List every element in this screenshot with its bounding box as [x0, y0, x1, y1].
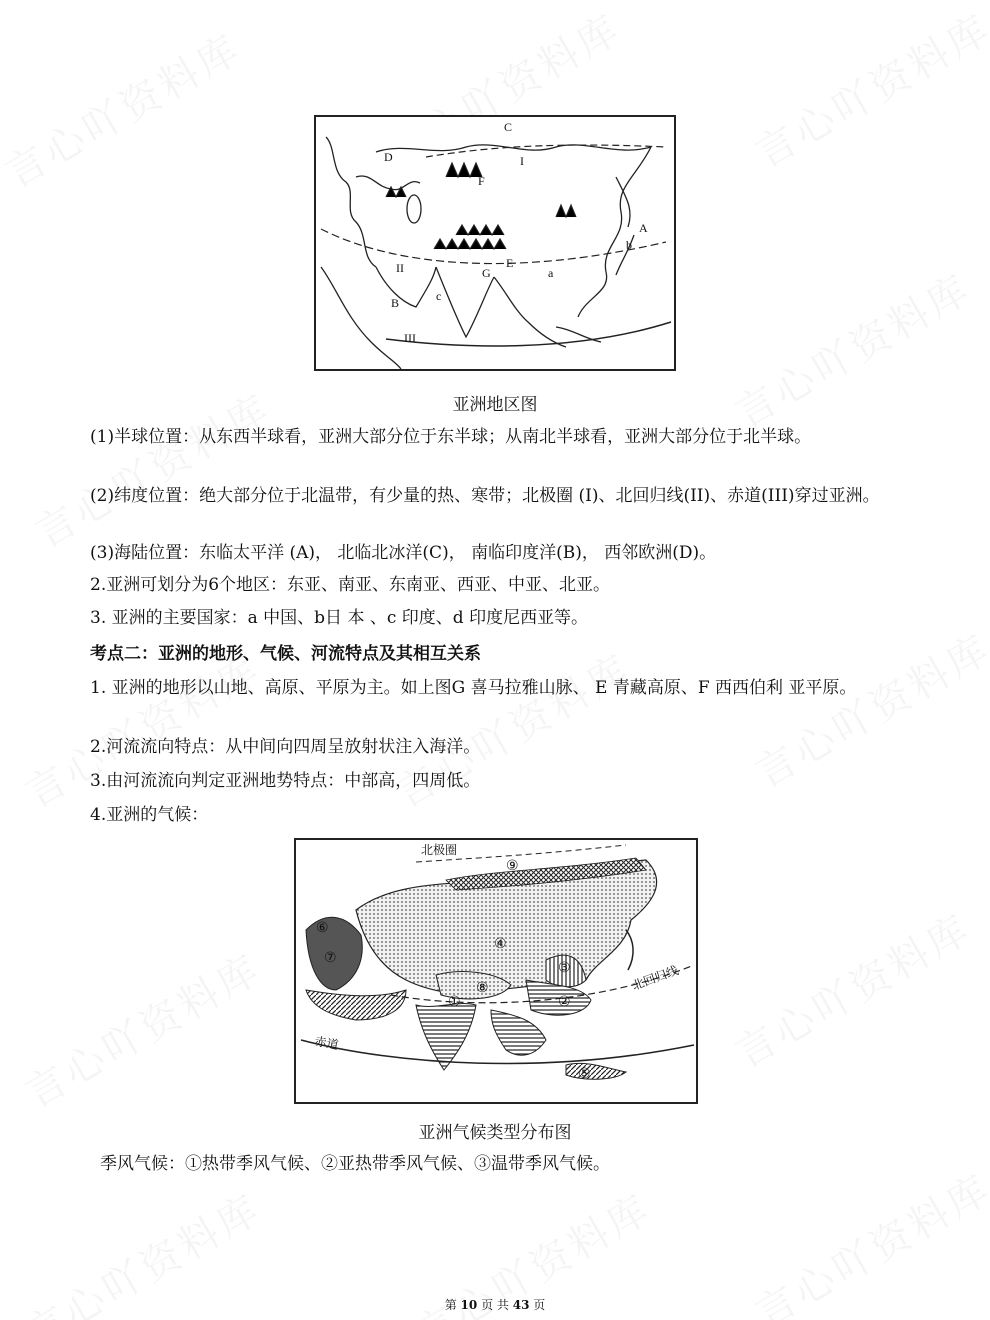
zone-7-label: ⑦	[324, 950, 337, 966]
zone-9-label: ⑨	[506, 858, 519, 874]
zone-6-label: ⑥	[316, 920, 329, 936]
footer-middle: 页 共	[481, 1298, 509, 1312]
map1-label-f: F	[478, 174, 485, 188]
paragraph-rivers: 2.河流流向特点：从中间向四周呈放射状注入海洋。	[90, 737, 481, 757]
map1-label-c-lower: c	[436, 289, 442, 303]
watermark-text	[0, 18, 251, 199]
paragraph-monsoon: 季风气候：①热带季风气候、②亚热带季风气候、③温带季风气候。	[100, 1154, 610, 1174]
paragraph-topography: 3.由河流流向判定亚洲地势特点：中部高，四周低。	[90, 771, 481, 791]
map1-label-g: G	[482, 266, 491, 280]
map2-label-arctic-circle: 北极圈	[421, 843, 458, 857]
paragraph-sea-land: (3)海陆位置：东临太平洋 (A)， 北临北冰洋(C)， 南临印度洋(B)， 西邻欧洲(D)。	[90, 543, 717, 563]
paragraph-regions: 2.亚洲可划分为6个地区：东亚、南亚、东南亚、西亚、中亚、北亚。	[90, 575, 611, 595]
map1-label-ii: II	[396, 261, 404, 275]
zone-2-label: ②	[558, 994, 571, 1010]
map2-caption: 亚洲气候类型分布图	[418, 1123, 572, 1143]
asia-climate-map	[294, 838, 698, 1104]
zone-4-label: ④	[494, 936, 507, 952]
asia-climate-map-drawing	[296, 840, 696, 1102]
zone-3-label: ③	[558, 960, 571, 976]
map1-label-iii: III	[404, 331, 416, 345]
map1-label-b-upper: B	[391, 296, 400, 310]
watermark-text	[13, 938, 270, 1119]
map1-label-c: C	[504, 120, 513, 134]
zone-8-label: ⑧	[476, 980, 489, 996]
watermark-text	[743, 0, 990, 179]
map1-caption: 亚洲地区图	[452, 395, 538, 415]
paragraph-latitude: (2)纬度位置：绝大部分位于北温带，有少量的热、寒带；北极圈 (I)、北回归线(II)、赤道(III)穿过亚洲。	[90, 486, 880, 506]
map2-label-tropic: 北回归线	[630, 963, 681, 993]
paragraph-countries: 3. 亚洲的主要国家：a 中国、b日 本 、c 印度、d 印度尼西亚等。	[90, 608, 589, 628]
zone-5-label: ⑤	[578, 1066, 591, 1082]
footer-total-pages: 43	[512, 1298, 530, 1312]
map2-label-equator: 赤道	[313, 1034, 340, 1053]
map1-label-a-upper: A	[639, 221, 648, 235]
map1-label-d: D	[384, 150, 393, 164]
map1-label-i: I	[520, 154, 524, 168]
asia-region-map	[314, 115, 676, 371]
asia-region-map-drawing	[316, 117, 674, 369]
watermark-text	[723, 898, 980, 1079]
paragraph-climate: 4.亚洲的气候：	[90, 805, 209, 825]
section-heading: 考点二：亚洲的地形、气候、河流特点及其相互关系	[90, 644, 481, 664]
footer-suffix: 页	[533, 1298, 546, 1312]
footer-prefix: 第	[444, 1298, 457, 1312]
zone-1-label: ①	[448, 994, 461, 1010]
paragraph-hemisphere: (1)半球位置：从东西半球看，亚洲大部分位于东半球；从南北半球看，亚洲大部分位于北半球。	[90, 427, 812, 447]
page-footer	[0, 1296, 990, 1313]
paragraph-terrain: 1. 亚洲的地形以山地、高原、平原为主。如上图G 喜马拉雅山脉、 E 青藏高原、F 西西伯利 亚平原。	[90, 678, 857, 698]
map1-label-e: E	[506, 256, 514, 270]
footer-page-number: 10	[460, 1298, 478, 1312]
map1-label-a-lower: a	[548, 266, 554, 280]
map1-label-b-lower: b	[626, 238, 632, 252]
